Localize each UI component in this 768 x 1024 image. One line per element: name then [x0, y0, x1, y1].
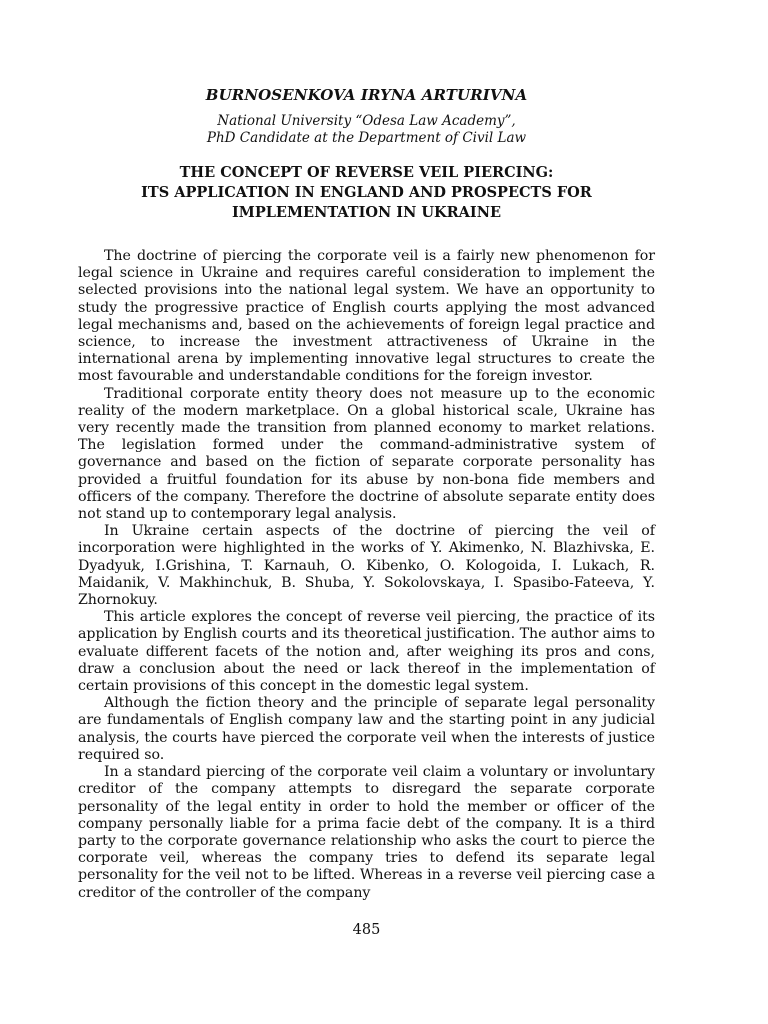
affiliation-line-2: PhD Candidate at the Department of Civil Law [206, 130, 527, 146]
author-affiliation [78, 113, 655, 147]
paragraph-6: In a standard piercing of the corporate veil claim a voluntary or involuntary creditor of the company attempts to disregard the separate corporate personality of the legal entity in order to hold the member or officer of the company personally liable for a prima facie debt of the company. It is a third party to the corporate governance relationship who asks the court to pierce the corporate veil, whereas the company tries to defend its separate legal personality for the veil not to be lifted. Whereas in a reverse veil piercing case a creditor of the controller of the company [78, 764, 655, 901]
paragraph-3: In Ukraine certain aspects of the doctrine of piercing the veil of incorporation were highlighted in the works of Y. Akimenko, N. Blazhivska, E. Dyadyuk, I.Grishina, T. Karnauh, O. Kibenko, O. Kologoida, I. Lukach, R. Maidanik, V. Makhinchuk, B. Shuba, Y. Sokolovskaya, I. Spasibo-Fateeva, Y. Zhornokuy. [78, 523, 655, 609]
affiliation-line-1: National University “Odesa Law Academy”, [217, 113, 516, 129]
paragraph-1: The doctrine of piercing the corporate veil is a fairly new phenomenon for legal science in Ukraine and requires careful consideration to implement the selected provisions into the national legal system. We have an opportunity to study the progressive practice of English courts applying the most advanced legal mechanisms and, based on the achievements of foreign legal practice and science, to increase the investment attractiveness of Ukraine in the international arena by implementing innovative legal structures to create the most favourable and understandable conditions for the foreign investor. [78, 248, 655, 385]
paragraph-5: Although the fiction theory and the principle of separate legal personality are fundamentals of English company law and the starting point in any judicial analysis, the courts have pierced the corporate veil when the interests of justice required so. [78, 695, 655, 763]
title-line-2: ITS APPLICATION IN ENGLAND AND PROSPECTS FOR [141, 184, 592, 201]
title-line-3: IMPLEMENTATION IN UKRAINE [231, 204, 502, 221]
author-name: BURNOSENKOVA IRYNA ARTURIVNA [205, 86, 528, 104]
paragraph-2: Traditional corporate entity theory does not measure up to the economic reality of the modern marketplace. On a global historical scale, Ukraine has very recently made the transition from planned economy to market relations. The legislation formed under the command-administrative system of governance and based on the fiction of separate corporate personality has provided a fruitful foundation for its abuse by non-bona fide members and officers of the company. Therefore the doctrine of absolute separate entity does not stand up to contemporary legal analysis. [78, 385, 655, 523]
page-number: 485 [352, 922, 381, 938]
article-body [78, 248, 655, 902]
title-line-1: THE CONCEPT OF REVERSE VEIL PIERCING: [179, 164, 554, 181]
article-title [78, 163, 655, 223]
paper-page [78, 0, 655, 1024]
paragraph-4: This article explores the concept of reverse veil piercing, the practice of its application by English courts and its theoretical justification. The author aims to evaluate different facets of the notion and, after weighing its pros and cons, draw a conclusion about the need or lack thereof in the implementation of certain provisions of this concept in the domestic legal system. [78, 609, 655, 695]
